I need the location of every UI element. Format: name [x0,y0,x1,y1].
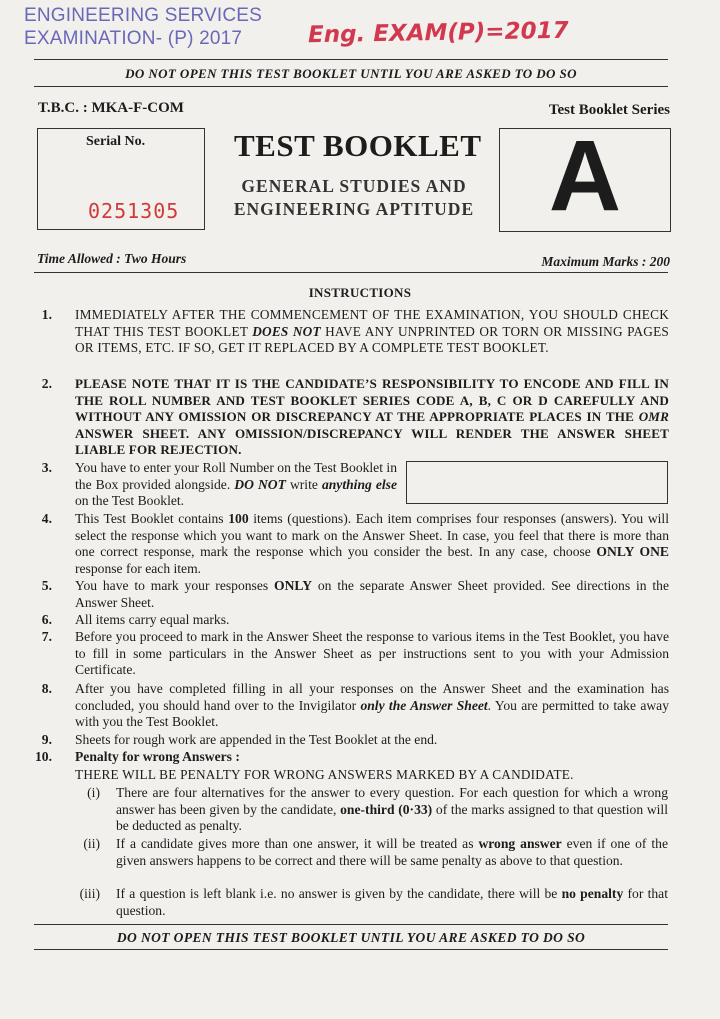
tbc-code: T.B.C. : MKA-F-COM [38,100,184,116]
emphasis-text: no penalty [561,886,624,901]
penalty-heading: Penalty for wrong Answers : [75,749,240,764]
instruction-4 [75,511,669,577]
instruction-7: Before you proceed to mark in the Answer Sheet the response to various items in the Test Booklet, you have to fill in some particulars in the Answer Sheet as per instructions sent to you with your Admission Certificate. [75,629,669,678]
item-number: 3. [41,460,52,475]
instruction-text: After you have completed filling in all your responses on the Answer Sheet and the examination has concluded, you should hand over to the Invigilator [75,681,669,713]
penalty-rule-2 [116,836,668,869]
instruction-text: PLEASE NOTE THAT IT IS THE CANDIDATE’S RESPONSIBILITY TO ENCODE AND FILL IN THE ROLL NUMBER AND TEST BOOKLET SERIES CODE A, B, C OR D CAREFULLY AND WITHOUT ANY OMISSION OR DISCREPANCY AT THE APPROPRIATE PLACES IN THE [75,376,669,425]
instruction-2 [75,376,669,459]
instruction-text: If a candidate gives more than one answer, it will be treated as [116,836,479,851]
maximum-marks: Maximum Marks : 200 [541,254,670,269]
item-number: 5. [41,578,52,593]
instruction-1 [75,307,669,357]
series-letter: A [548,120,622,232]
instruction-text: . You are permitted to take away with you the Test Booklet. [75,697,669,730]
instruction-6: All items carry equal marks. [75,612,230,627]
bottom-banner: DO NOT OPEN THIS TEST BOOKLET UNTIL YOU ARE ASKED TO DO SO [116,930,586,945]
instruction-text: This Test Booklet contains [75,511,229,526]
time-allowed: Time Allowed : Two Hours [37,251,187,266]
item-number: 4. [41,511,52,526]
item-number: 9. [41,732,52,747]
emphasis-text: one-third (0·33) [340,801,433,817]
emphasis-text: DOES NOT [252,323,321,339]
top-rule [34,59,668,60]
emphasis-text: OMR [638,409,669,425]
handwritten-note: Eng. EXAM(P)=2017 [307,17,569,49]
booklet-title: TEST BOOKLET [234,128,482,163]
emphasis-text: anything else [321,476,397,492]
instruction-text: You have to mark your responses [75,578,275,593]
emphasis-text: ONLY [274,578,313,593]
instructions-title: INSTRUCTIONS [308,285,412,300]
instruction-text: for that question. [116,886,668,918]
stamp-line-2: EXAMINATION- (P) 2017 [24,28,243,49]
instruction-5 [75,578,669,611]
subject-title [226,175,482,221]
instruction-text: There are four alternatives for the answer to every question. For each question for which a wrong answer has been given by the candidate, [116,785,668,817]
item-number: 7. [41,629,52,644]
instruction-9: Sheets for rough work are appended in the Test Booklet at the end. [75,732,438,747]
header-rule [34,272,668,273]
emphasis-text: 100 [228,511,249,526]
emphasis-text: DO NOT [234,476,286,492]
emphasis-text: ONLY ONE [596,544,669,560]
serial-number: 0251305 [88,199,180,223]
penalty-rule-1 [116,785,668,835]
emphasis-text: wrong answer [478,836,562,851]
instruction-text: write [285,476,322,492]
item-number: 1. [41,307,52,322]
sub-item-number: (i) [87,785,100,800]
top-banner: DO NOT OPEN THIS TEST BOOKLET UNTIL YOU ARE ASKED TO DO SO [125,66,577,81]
serial-label: Serial No. [86,134,146,149]
top-banner-rule [34,86,668,87]
instruction-text: If a question is left blank i.e. no answer is given by the candidate, there will be [116,886,562,901]
instruction-text: IMMEDIATELY AFTER THE COMMENCEMENT OF THE EXAMINATION, YOU SHOULD CHECK THAT THIS TEST BOOKLET [75,307,669,339]
subject-line-2: ENGINEERING APTITUDE [233,199,475,219]
item-number: 8. [41,681,52,696]
exam-stamp [24,4,262,50]
bottom-rule [34,924,668,925]
instruction-8 [75,681,669,731]
instruction-3 [75,460,397,510]
emphasis-text: only the Answer Sheet [360,697,488,713]
penalty-intro: THERE WILL BE PENALTY FOR WRONG ANSWERS MARKED BY A CANDIDATE. [75,767,574,782]
stamp-line-1: ENGINEERING SERVICES [24,5,263,26]
roll-number-box[interactable] [406,461,668,504]
sub-item-number: (iii) [79,886,100,901]
instruction-text: on the separate Answer Sheet provided. See directions in the Answer Sheet. [75,578,669,610]
item-number: 6. [41,612,52,627]
instruction-text: You have to enter your Roll Number on the Test Booklet in the Box provided alongside. [75,460,397,492]
penalty-rule-3 [116,886,668,919]
instruction-text: even if one of the given answers happens to be correct and there will be same penalty as above to that question. [116,836,668,868]
instruction-text: on the Test Booklet. [75,493,185,509]
sub-item-number: (ii) [83,836,100,851]
bottom-banner-rule [34,949,668,950]
item-number: 2. [41,376,52,391]
instruction-text: HAVE ANY UNPRINTED OR TORN OR MISSING PAGES OR ITEMS, ETC. IF SO, GET IT REPLACED BY A COMPLETE TEST BOOKLET. [75,323,669,356]
subject-line-1: GENERAL STUDIES AND [241,176,467,196]
series-label: Test Booklet Series [548,102,670,118]
instruction-text: items (questions). Each item comprises four responses (answers). You will select the response which you want to mark on the Answer Sheet. In case, you feel that there is more than one correct response, mark the response which you consider the best. In any case, choose [75,511,669,560]
instruction-text: ANSWER SHEET. ANY OMISSION/DISCREPANCY WILL RENDER THE ANSWER SHEET LIABLE FOR REJECTION. [75,425,669,458]
instruction-text: of the marks assigned to that question will be deducted as penalty. [116,801,668,834]
item-number: 10. [35,749,52,764]
instruction-text: response for each item. [75,560,202,576]
